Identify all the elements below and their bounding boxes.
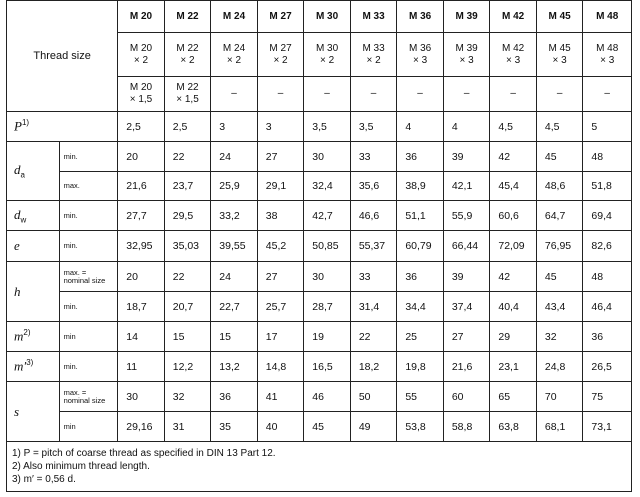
h-min-value: 37,4 — [443, 292, 490, 322]
row-s-max — [7, 382, 632, 412]
da-max-value: 48,6 — [536, 172, 583, 201]
e-label: min. — [59, 231, 118, 262]
h-min-value: 28,7 — [304, 292, 351, 322]
s-min-value: 73,1 — [583, 412, 632, 442]
e-value: 76,95 — [536, 231, 583, 262]
s-max-value: 65 — [490, 382, 537, 412]
h-max-value: 42 — [490, 262, 537, 292]
da-max-value: 25,9 — [211, 172, 258, 201]
thread-size-header: M 27 — [257, 1, 304, 33]
dw-value: 69,4 — [583, 201, 632, 231]
dw-value: 55,9 — [443, 201, 490, 231]
s-min-value: 29,16 — [118, 412, 165, 442]
m-value: 25 — [397, 322, 444, 352]
row-s-min — [7, 412, 632, 442]
symbol-m: $m^{2)}$ — [7, 322, 60, 352]
h-max-value: 39 — [443, 262, 490, 292]
m-prime-value: 19,8 — [397, 352, 444, 382]
da-min-value: 22 — [164, 142, 211, 172]
row-h-min — [7, 292, 632, 322]
pitch-value: 3 — [257, 112, 304, 142]
m-prime-value: 21,6 — [443, 352, 490, 382]
h-max-value: 45 — [536, 262, 583, 292]
row-e — [7, 231, 632, 262]
s-min-value: 68,1 — [536, 412, 583, 442]
da-min-value: 27 — [257, 142, 304, 172]
fine-thread-header: – — [583, 77, 632, 112]
dw-label: min. — [59, 201, 118, 231]
h-min-value: 40,4 — [490, 292, 537, 322]
da-max-value: 45,4 — [490, 172, 537, 201]
footnote-row — [7, 442, 632, 492]
fine-thread-header: – — [304, 77, 351, 112]
m-prime-value: 16,5 — [304, 352, 351, 382]
e-value: 66,44 — [443, 231, 490, 262]
fine-thread-header: – — [211, 77, 258, 112]
s-min-value: 49 — [350, 412, 397, 442]
dw-value: 29,5 — [164, 201, 211, 231]
fine-thread-header: M 20 × 1,5 — [118, 77, 165, 112]
m-prime-value: 13,2 — [211, 352, 258, 382]
m-value: 22 — [350, 322, 397, 352]
da-min-value: 30 — [304, 142, 351, 172]
m-value: 15 — [211, 322, 258, 352]
s-max-value: 70 — [536, 382, 583, 412]
thread-size-header: M 33 — [350, 1, 397, 33]
m-prime-value: 14,8 — [257, 352, 304, 382]
fine-thread-header: M 45 × 3 — [536, 33, 583, 77]
pitch-value: 4,5 — [490, 112, 537, 142]
da-min-value: 45 — [536, 142, 583, 172]
m-label: min — [59, 322, 118, 352]
row-h-max — [7, 262, 632, 292]
dw-value: 33,2 — [211, 201, 258, 231]
pitch-value: 4 — [443, 112, 490, 142]
h-max-label: max. = nominal size — [59, 262, 118, 292]
s-max-value: 46 — [304, 382, 351, 412]
symbol-pitch: $P^{1)}$ — [7, 112, 118, 142]
footnote-line: 2) Also minimum thread length. — [12, 461, 150, 472]
pitch-value: 4 — [397, 112, 444, 142]
s-max-value: 32 — [164, 382, 211, 412]
s-max-value: 50 — [350, 382, 397, 412]
h-min-value: 18,7 — [118, 292, 165, 322]
s-min-value: 58,8 — [443, 412, 490, 442]
thread-size-header: M 45 — [536, 1, 583, 33]
h-max-value: 30 — [304, 262, 351, 292]
da-max-value: 35,6 — [350, 172, 397, 201]
h-max-value: 27 — [257, 262, 304, 292]
m-value: 27 — [443, 322, 490, 352]
h-max-value: 48 — [583, 262, 632, 292]
thread-size-header: M 42 — [490, 1, 537, 33]
s-min-value: 35 — [211, 412, 258, 442]
symbol-da: $d_a$ — [7, 142, 60, 201]
s-min-value: 63,8 — [490, 412, 537, 442]
e-value: 32,95 — [118, 231, 165, 262]
thread-dimension-table — [6, 0, 632, 492]
pitch-value: 2,5 — [164, 112, 211, 142]
m-prime-value: 26,5 — [583, 352, 632, 382]
m-value: 19 — [304, 322, 351, 352]
m-value: 17 — [257, 322, 304, 352]
symbol-dw: $d_w$ — [7, 201, 60, 231]
fine-thread-header: M 30 × 2 — [304, 33, 351, 77]
footnote-line: 3) m′ = 0,56 d. — [12, 474, 76, 485]
fine-thread-header: M 20 × 2 — [118, 33, 165, 77]
thread-size-header: M 22 — [164, 1, 211, 33]
h-min-value: 43,4 — [536, 292, 583, 322]
dw-value: 42,7 — [304, 201, 351, 231]
e-value: 35,03 — [164, 231, 211, 262]
thread-size-header: M 36 — [397, 1, 444, 33]
h-max-value: 20 — [118, 262, 165, 292]
da-min-value: 42 — [490, 142, 537, 172]
h-min-value: 46,4 — [583, 292, 632, 322]
fine-thread-header: – — [443, 77, 490, 112]
e-value: 82,6 — [583, 231, 632, 262]
m-prime-label: min. — [59, 352, 118, 382]
row-m-prime — [7, 352, 632, 382]
h-min-value: 20,7 — [164, 292, 211, 322]
e-value: 55,37 — [350, 231, 397, 262]
m-prime-value: 12,2 — [164, 352, 211, 382]
pitch-value: 5 — [583, 112, 632, 142]
dw-value: 38 — [257, 201, 304, 231]
footnote-line: 1) P = pitch of coarse thread as specified in DIN 13 Part 12. — [12, 448, 276, 459]
e-value: 60,79 — [397, 231, 444, 262]
s-min-value: 45 — [304, 412, 351, 442]
da-max-value: 38,9 — [397, 172, 444, 201]
da-max-value: 42,1 — [443, 172, 490, 201]
h-max-value: 24 — [211, 262, 258, 292]
fine-thread-header: – — [536, 77, 583, 112]
m-value: 14 — [118, 322, 165, 352]
h-max-value: 22 — [164, 262, 211, 292]
da-min-value: 33 — [350, 142, 397, 172]
pitch-value: 2,5 — [118, 112, 165, 142]
dw-value: 60,6 — [490, 201, 537, 231]
e-value: 50,85 — [304, 231, 351, 262]
m-value: 32 — [536, 322, 583, 352]
pitch-value: 3,5 — [350, 112, 397, 142]
m-prime-value: 11 — [118, 352, 165, 382]
row-pitch — [7, 112, 632, 142]
m-value: 15 — [164, 322, 211, 352]
symbol-s: s — [7, 382, 60, 442]
da-min-label: min. — [59, 142, 118, 172]
s-max-value: 75 — [583, 382, 632, 412]
m-prime-value: 23,1 — [490, 352, 537, 382]
h-min-value: 22,7 — [211, 292, 258, 322]
h-min-value: 34,4 — [397, 292, 444, 322]
fine-thread-header: M 36 × 3 — [397, 33, 444, 77]
symbol-m-prime: $m'^{3)}$ — [7, 352, 60, 382]
s-min-value: 40 — [257, 412, 304, 442]
symbol-e: e — [7, 231, 60, 262]
fine-thread-header: – — [257, 77, 304, 112]
dw-value: 64,7 — [536, 201, 583, 231]
header-row-sizes — [7, 1, 632, 33]
e-value: 72,09 — [490, 231, 537, 262]
h-max-value: 33 — [350, 262, 397, 292]
m-value: 36 — [583, 322, 632, 352]
fine-thread-header: M 24 × 2 — [211, 33, 258, 77]
fine-thread-header: – — [350, 77, 397, 112]
pitch-value: 4,5 — [536, 112, 583, 142]
fine-thread-header: M 22 × 2 — [164, 33, 211, 77]
fine-thread-header: M 39 × 3 — [443, 33, 490, 77]
da-max-label: max. — [59, 172, 118, 201]
m-value: 29 — [490, 322, 537, 352]
pitch-value: 3 — [211, 112, 258, 142]
s-min-label: min — [59, 412, 118, 442]
fine-thread-header: – — [490, 77, 537, 112]
da-max-value: 21,6 — [118, 172, 165, 201]
row-m — [7, 322, 632, 352]
da-max-value: 32,4 — [304, 172, 351, 201]
s-max-value: 36 — [211, 382, 258, 412]
row-dw — [7, 201, 632, 231]
fine-thread-header: M 27 × 2 — [257, 33, 304, 77]
pitch-value: 3,5 — [304, 112, 351, 142]
da-max-value: 51,8 — [583, 172, 632, 201]
s-min-value: 53,8 — [397, 412, 444, 442]
da-max-value: 29,1 — [257, 172, 304, 201]
fine-thread-header: M 48 × 3 — [583, 33, 632, 77]
thread-size-header: M 30 — [304, 1, 351, 33]
thread-size-label: Thread size — [7, 1, 118, 112]
e-value: 39,55 — [211, 231, 258, 262]
thread-size-header: M 20 — [118, 1, 165, 33]
h-min-value: 31,4 — [350, 292, 397, 322]
h-min-value: 25,7 — [257, 292, 304, 322]
symbol-h: h — [7, 262, 60, 322]
m-prime-value: 18,2 — [350, 352, 397, 382]
h-max-value: 36 — [397, 262, 444, 292]
dw-value: 46,6 — [350, 201, 397, 231]
s-max-value: 60 — [443, 382, 490, 412]
thread-size-header: M 48 — [583, 1, 632, 33]
s-max-value: 55 — [397, 382, 444, 412]
h-min-label: min. — [59, 292, 118, 322]
s-max-value: 41 — [257, 382, 304, 412]
da-max-value: 23,7 — [164, 172, 211, 201]
e-value: 45,2 — [257, 231, 304, 262]
dimension-table-sheet — [6, 0, 638, 492]
row-da-max — [7, 172, 632, 201]
da-min-value: 39 — [443, 142, 490, 172]
fine-thread-header: M 33 × 2 — [350, 33, 397, 77]
da-min-value: 36 — [397, 142, 444, 172]
s-min-value: 31 — [164, 412, 211, 442]
da-min-value: 24 — [211, 142, 258, 172]
fine-thread-header: – — [397, 77, 444, 112]
s-max-label: max. = nominal size — [59, 382, 118, 412]
da-min-value: 20 — [118, 142, 165, 172]
dw-value: 27,7 — [118, 201, 165, 231]
dw-value: 51,1 — [397, 201, 444, 231]
footnotes — [7, 442, 632, 492]
m-prime-value: 24,8 — [536, 352, 583, 382]
s-max-value: 30 — [118, 382, 165, 412]
da-min-value: 48 — [583, 142, 632, 172]
fine-thread-header: M 22 × 1,5 — [164, 77, 211, 112]
thread-size-header: M 39 — [443, 1, 490, 33]
row-da-min — [7, 142, 632, 172]
thread-size-header: M 24 — [211, 1, 258, 33]
fine-thread-header: M 42 × 3 — [490, 33, 537, 77]
